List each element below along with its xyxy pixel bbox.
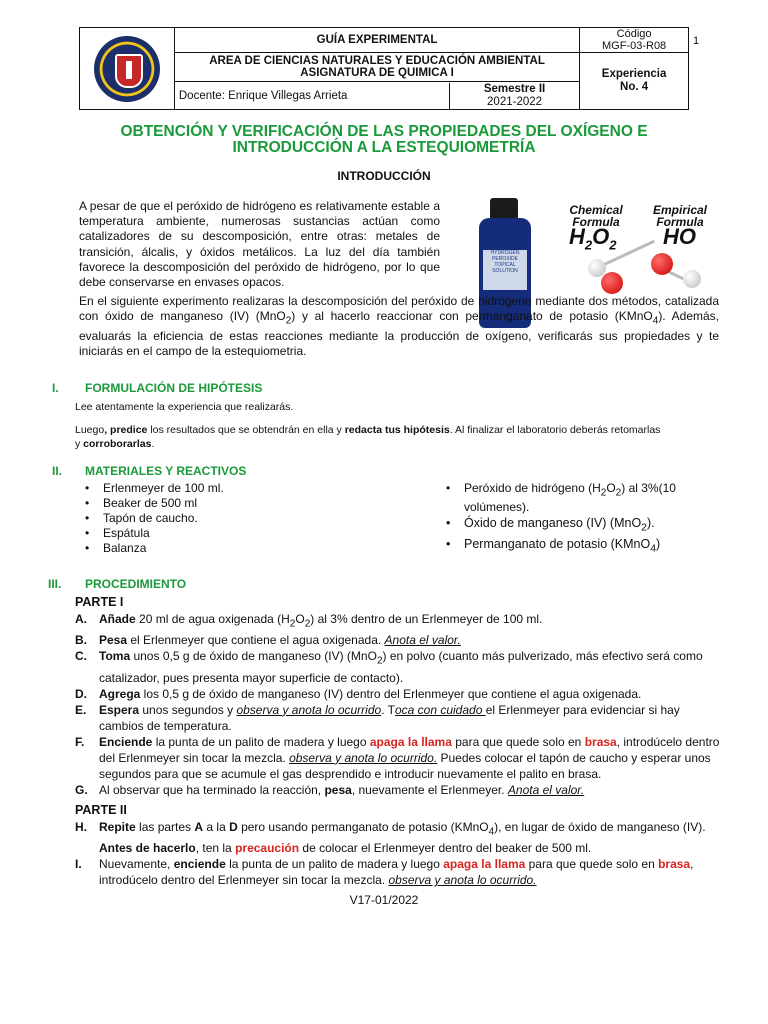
hypothesis-line-2: Luego, predice los resultados que se obtendrán en ella y redacta tus hipótesis. Al finalizar el laboratorio deberás retomarlas (75, 424, 661, 436)
hypothesis-line-1: Lee atentamente la experiencia que realizarás. (75, 401, 294, 413)
guide-title: GUÍA EXPERIMENTAL (174, 28, 579, 53)
part-2-steps (75, 819, 725, 888)
oxygen-atom (601, 272, 623, 294)
step-c: C. Toma unos 0,5 g de óxido de manganeso (IV) (MnO$_2$) en polvo (cuanto más pulverizado, más efectivo será como catalizador, pues presenta mayor superficie de contacto). (75, 649, 703, 685)
section-3-number: III. (48, 577, 62, 591)
part-1-label: PARTE I (75, 595, 124, 609)
section-1-number: I. (52, 381, 59, 395)
intro-paragraph-2: En el siguiente experimento realizaras la descomposición del peróxido de hidrógeno mediante dos métodos, catalizada con óxido de manganeso (IV) (MnO$_2$) y al hacerlo reaccionar con permanganato de potasio (KMnO$_4$). Además, evaluarás la eficiencia de estas reacciones mediante la producción de oxígeno, verificarás sus propiedades y te iniciarás en el campo de la estequiometria. (79, 294, 719, 358)
section-3-title: PROCEDIMIENTO (85, 577, 187, 591)
teacher-row (174, 82, 579, 110)
code-value: MGF-03-R08 (602, 40, 667, 52)
material-item: • Espátula (79, 526, 379, 541)
material-item: • Beaker de 500 ml (79, 496, 379, 511)
empirical-label-line1: Empirical (652, 203, 708, 217)
material-item: • Erlenmeyer de 100 ml. (79, 481, 379, 496)
school-logo (94, 36, 160, 102)
title-line-2: INTRODUCCIÓN A LA ESTEQUIOMETRÍA (232, 139, 536, 156)
material-item: • Tapón de caucho. (79, 511, 379, 526)
step-b: B. Pesa el Erlenmeyer que contiene el agua oxigenada. Anota el valor. (75, 633, 461, 648)
step-g: G. Al observar que ha terminado la reacción, pesa, nuevamente el Erlenmeyer. Anota el valor. (75, 782, 585, 797)
chemical-label-line2: Formula (572, 215, 620, 229)
semester-cell (449, 83, 579, 109)
material-item: • Balanza (79, 541, 379, 556)
hypothesis-line-3: y corroborarlas. (75, 438, 155, 450)
teacher-name: Docente: Enrique Villegas Arrieta (175, 83, 450, 109)
experience-label: Experiencia (601, 68, 667, 80)
empirical-label-line2: Formula (656, 215, 704, 229)
section-2-title: MATERIALES Y REACTIVOS (85, 464, 247, 478)
bottle-cap (490, 198, 518, 220)
header-table (79, 27, 689, 110)
experience-cell (580, 53, 689, 110)
area-cell (174, 53, 579, 82)
page-number: 1 (693, 35, 700, 47)
bottle-label: HYDROGEN PEROXIDE TOPICAL SOLUTION (483, 250, 527, 290)
hydrogen-atom (683, 270, 701, 288)
code-cell (580, 28, 689, 53)
oxygen-atom (651, 253, 673, 275)
area-name: AREA DE CIENCIAS NATURALES Y EDUCACIÓN AMBIENTAL (209, 54, 545, 67)
formula-image (555, 192, 720, 302)
reagent-item: • Óxido de manganeso (IV) (MnO$_2$). (440, 516, 710, 536)
semester-label: Semestre II (483, 82, 546, 95)
chemical-formula: $H_2O_2$ (569, 224, 617, 253)
reagents-list (440, 481, 710, 556)
step-h: H. Repite las partes A a la D pero usando permanganato de potasio (KMnO$_4$), en lugar de óxido de manganeso (IV). Antes de hacerlo, ten la precaución de colocar el Erlenmeyer dentro del beaker de 500 ml. (75, 820, 706, 856)
chemical-label-line1: Chemical (569, 203, 623, 217)
step-f: F. Enciende la punta de un palito de madera y luego apaga la llama para que quede solo en brasa, introdúcelo dentro del Erlenmeyer sin tocar la mezcla. observa y anota lo ocurrido. Puedes colocar el tapón de caucho y esperar unos segundos para que se acumule el gas desprendido e introducir nuevamente el palito en brasa. (75, 734, 720, 781)
document-title (80, 124, 688, 156)
title-line-1: OBTENCIÓN Y VERIFICACIÓN DE LAS PROPIEDADES DEL OXÍGENO E (120, 123, 648, 140)
school-logo-cell (80, 28, 175, 110)
reagent-item: • Peróxido de hidrógeno $(H_2O_2)$ al 3%(10 volúmenes). (440, 481, 710, 515)
materials-list (79, 481, 379, 556)
step-i: I. Nuevamente, enciende la punta de un palito de madera y luego apaga la llama para que quede solo en brasa, introdúcelo dentro del Erlenmeyer sin tocar la mezcla. observa y anota lo ocurrido. (75, 857, 694, 888)
section-1-title: FORMULACIÓN DE HIPÓTESIS (85, 381, 263, 395)
empirical-formula: HO (663, 224, 696, 249)
part-2-label: PARTE II (75, 803, 127, 817)
part-1-steps (75, 611, 725, 798)
intro-paragraph-1: A pesar de que el peróxido de hidrógeno es relativamente estable a temperatura ambiente, numerosas sustancias actúan como catalizadores de su descomposición, entre otras: metales de transición, álcalis, y óxidos metálicos. La luz del día también favorece la descomposición del peróxido de hidrógeno, por lo que debe conservarse en envases opacos. (79, 199, 440, 290)
subject-name: ASIGNATURA DE QUIMICA I (300, 67, 454, 79)
shield-icon (115, 54, 143, 88)
step-e: E. Espera unos segundos y observa y anota lo ocurrido. Toca con cuidado el Erlenmeyer para evidenciar si hay cambios de temperatura. (75, 702, 680, 733)
section-2-number: II. (52, 464, 63, 478)
reagent-item: • Permanganato de potasio (KMnO$_4$) (440, 537, 710, 557)
step-a: A. Añade 20 ml de agua oxigenada $(H_2O_2)$ al 3% dentro de un Erlenmeyer de 100 ml. (75, 612, 543, 630)
school-year: 2021-2022 (487, 95, 543, 108)
version-footer: V17-01/2022 (349, 893, 419, 907)
step-d: D. Agrega los 0,5 g de óxido de manganeso (IV) dentro del Erlenmeyer que contiene el agua oxigenada. (75, 686, 642, 701)
intro-heading: INTRODUCCIÓN (337, 169, 431, 183)
code-label: Código (616, 28, 652, 40)
experience-number: No. 4 (620, 81, 649, 93)
